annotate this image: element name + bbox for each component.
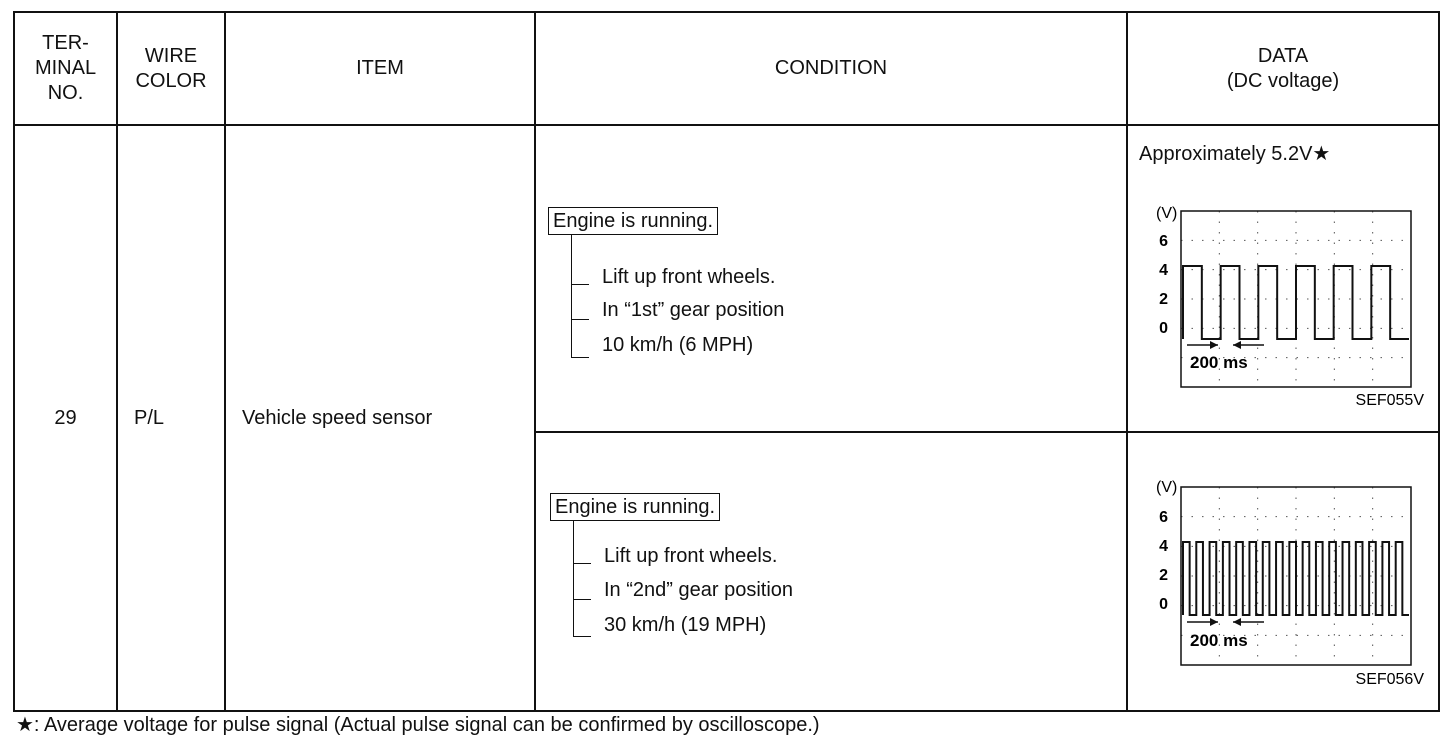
- header-data-line-2: (DC voltage): [1226, 69, 1340, 92]
- wire-cell: [117, 125, 225, 711]
- condition-branch-2b: [573, 599, 591, 600]
- header-terminal-line-1: TER-: [42, 32, 89, 54]
- oscilloscope-trace-1: [1128, 126, 1440, 431]
- scope-2-tick-2: 2: [1159, 567, 1168, 584]
- header-wire-line-2: COLOR: [135, 69, 207, 92]
- terminal-cell: [14, 125, 117, 711]
- condition-item-2c: 30 km/h (19 MPH): [604, 614, 767, 636]
- header-data-line-1: DATA: [1257, 44, 1309, 67]
- scope-2-time-arrowhead-left: [1210, 618, 1218, 626]
- header-wire-line-1: WIRE: [144, 44, 198, 67]
- scope-2-tick-0: 0: [1159, 596, 1168, 613]
- header-item: [225, 12, 535, 125]
- terminal-number: 29: [54, 406, 77, 429]
- scope-2-unit: (V): [1156, 479, 1178, 496]
- condition-tree-line-1: [571, 235, 572, 358]
- scope-1-tick-2: 2: [1159, 291, 1168, 308]
- condition-branch-1a: [571, 284, 589, 285]
- scope-2-tick-4: 4: [1159, 538, 1168, 555]
- header-condition: [535, 12, 1127, 125]
- condition-box-1: Engine is running.: [548, 207, 718, 235]
- condition-item-1b: In “1st” gear position: [602, 299, 785, 321]
- data-wrap-2: [1128, 433, 1438, 710]
- condition-diagram-2: [536, 433, 1126, 710]
- scope-2-code: SEF056V: [1355, 671, 1424, 688]
- data-cell-1: [1127, 125, 1439, 432]
- condition-branch-2c: [573, 636, 591, 637]
- condition-branch-1c: [571, 357, 589, 358]
- scope-1-unit: (V): [1156, 205, 1178, 222]
- signal-table: [13, 11, 1440, 712]
- scope-2-tick-6: 6: [1159, 509, 1168, 526]
- condition-item-1a: Lift up front wheels.: [602, 266, 776, 288]
- condition-cell-1: [535, 125, 1127, 432]
- data-cell-2: [1127, 432, 1439, 711]
- condition-item-2a: Lift up front wheels.: [604, 545, 778, 567]
- header-item-label: ITEM: [356, 57, 404, 79]
- header-wire-color: [117, 12, 225, 125]
- header-condition-label: CONDITION: [774, 57, 888, 79]
- condition-cell-2: [535, 432, 1127, 711]
- header-terminal-line-2: MINAL: [34, 57, 97, 79]
- condition-item-2b: In “2nd” gear position: [604, 579, 794, 601]
- condition-diagram-1: [536, 126, 1126, 431]
- scope-1-tick-0: 0: [1159, 320, 1168, 337]
- data-wrap-1: [1128, 126, 1438, 431]
- condition-box-2: Engine is running.: [550, 493, 720, 521]
- header-row: [14, 12, 1439, 125]
- condition-tree-line-2: [573, 521, 574, 637]
- scope-1-time-label: 200 ms: [1190, 353, 1248, 372]
- item-cell: [225, 125, 535, 711]
- wire-color: P/L: [134, 406, 165, 429]
- table-row: [14, 125, 1439, 432]
- scope-1-waveform: [1183, 266, 1409, 339]
- approx-voltage: Approximately 5.2V★: [1139, 143, 1331, 165]
- condition-item-1c: 10 km/h (6 MPH): [602, 334, 754, 356]
- scope-1-tick-6: 6: [1159, 233, 1168, 250]
- scope-1-time-arrowhead-right: [1233, 341, 1241, 349]
- header-terminal-line-3: NO.: [47, 82, 84, 104]
- header-terminal-no: [14, 12, 117, 125]
- scope-1-tick-4: 4: [1159, 262, 1168, 279]
- condition-branch-2a: [573, 563, 591, 564]
- scope-2-time-arrowhead-right: [1233, 618, 1241, 626]
- header-data: [1127, 12, 1439, 125]
- scope-1-code: SEF055V: [1355, 392, 1424, 409]
- footnote: ★: Average voltage for pulse signal (Actual pulse signal can be confirmed by oscilloscope.): [16, 714, 820, 736]
- item-name: Vehicle speed sensor: [242, 406, 433, 429]
- scope-2-time-label: 200 ms: [1190, 631, 1248, 650]
- scope-2-waveform: [1183, 542, 1409, 615]
- oscilloscope-trace-2: [1128, 433, 1440, 710]
- scope-1-time-arrowhead-left: [1210, 341, 1218, 349]
- condition-branch-1b: [571, 319, 589, 320]
